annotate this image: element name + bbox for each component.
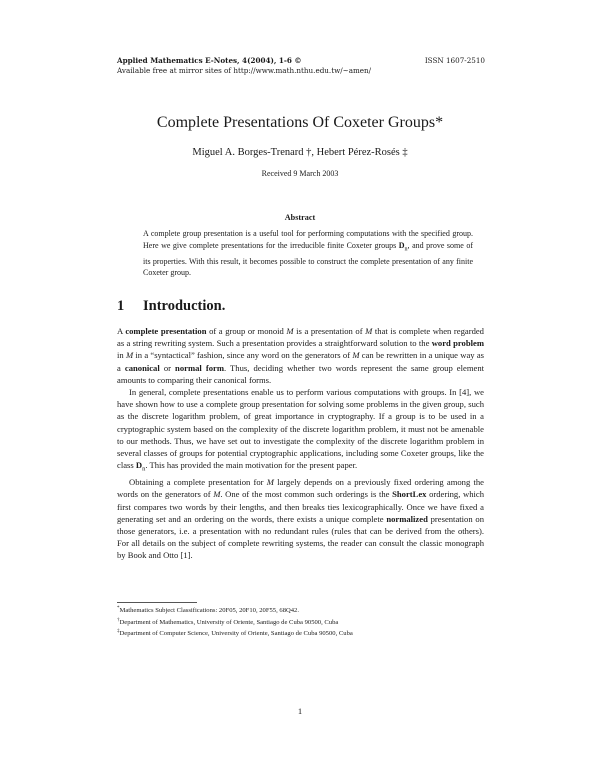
- section-title: Introduction.: [143, 298, 226, 314]
- paragraph: In general, complete presentations enable us to perform various computations with groups. In [4], we have shown how to use a complete group presentation for solving some problems in the given group, such as the discrete logarithm problem, of great importance in cryptography. If a group is to be used in a cryptographic system based on the complexity of the discrete logarithm problem, it must not be amenable to our methods. Thus, we have set out to investigate the complexity of the discrete logarithm problem in several classes of groups for potential cryptographic applications, including some Coxeter groups, like the class $D_n$. This has provided the main motivation for the present paper.: [117, 387, 484, 473]
- math-group: D: [398, 240, 405, 250]
- page-number: 1: [297, 706, 303, 716]
- footnote: *Mathematics Subject Classifications: 20F05, 20F10, 20F55, 68Q42.: [117, 606, 299, 615]
- section-heading: [117, 298, 225, 315]
- journal-citation: Applied Mathematics E-Notes, 4(2004), 1-6 ©: [117, 56, 302, 65]
- mirror-sites-note: Available free at mirror sites of http://www.math.nthu.edu.tw/~amen/: [117, 66, 372, 75]
- paragraph: A complete presentation of a group or monoid M is a presentation of M that is complete when regarded as a string rewriting system. Such a presentation provides a straightforward solution to the word problem in M in a “syntactical” fashion, since any word on the generators of M can be rewritten in a unique way as a canonical or normal form. Thus, deciding whether two words represent the same group element amounts to comparing their canonical forms.: [117, 326, 485, 385]
- paper-title: Complete Presentations Of Coxeter Groups*: [156, 114, 444, 131]
- footnote: ‡Department of Computer Science, University of Oriente, Santiago de Cuba 90500, Cuba: [117, 629, 353, 638]
- paragraph: Obtaining a complete presentation for M largely depends on a previously fixed ordering among the words on the generators of M. One of the most common such orderings is the ShortLex ordering, which first compares two words by their lengths, and then breaks ties lexicographically. Once we have fixed a generating set and an ordering on the words, there exists a unique complete normalized presentation on those generators, i.e. a presentation with no redundant rules (rules that can be derived from the others). For all details on the subject of complete rewriting systems, the reader can consult the classic monograph by Book and Otto [1].: [117, 477, 485, 561]
- abstract-heading: Abstract: [284, 213, 316, 222]
- authors: Miguel A. Borges-Trenard †, Hebert Pérez-Rosés ‡: [192, 147, 408, 158]
- running-header: [117, 56, 371, 76]
- footnote: †Department of Mathematics, University of Oriente, Santiago de Cuba 90500, Cuba: [117, 617, 339, 626]
- footnote-rule: [117, 602, 197, 603]
- section-number: 1: [117, 298, 125, 314]
- body-text: [117, 325, 484, 562]
- abstract-text: A complete group presentation is a useful tool for performing computations with the specified group. Here we give complete presentations for the irreducible finite Coxeter groups $D_n$, and prove some of its properties. With this result, it becomes possible to construct the complete presentation of any finite Coxeter group.: [143, 229, 473, 278]
- footnotes: [117, 604, 484, 639]
- issn: ISSN 1607-2510: [424, 56, 485, 65]
- received-date: Received 9 March 2003: [261, 169, 339, 178]
